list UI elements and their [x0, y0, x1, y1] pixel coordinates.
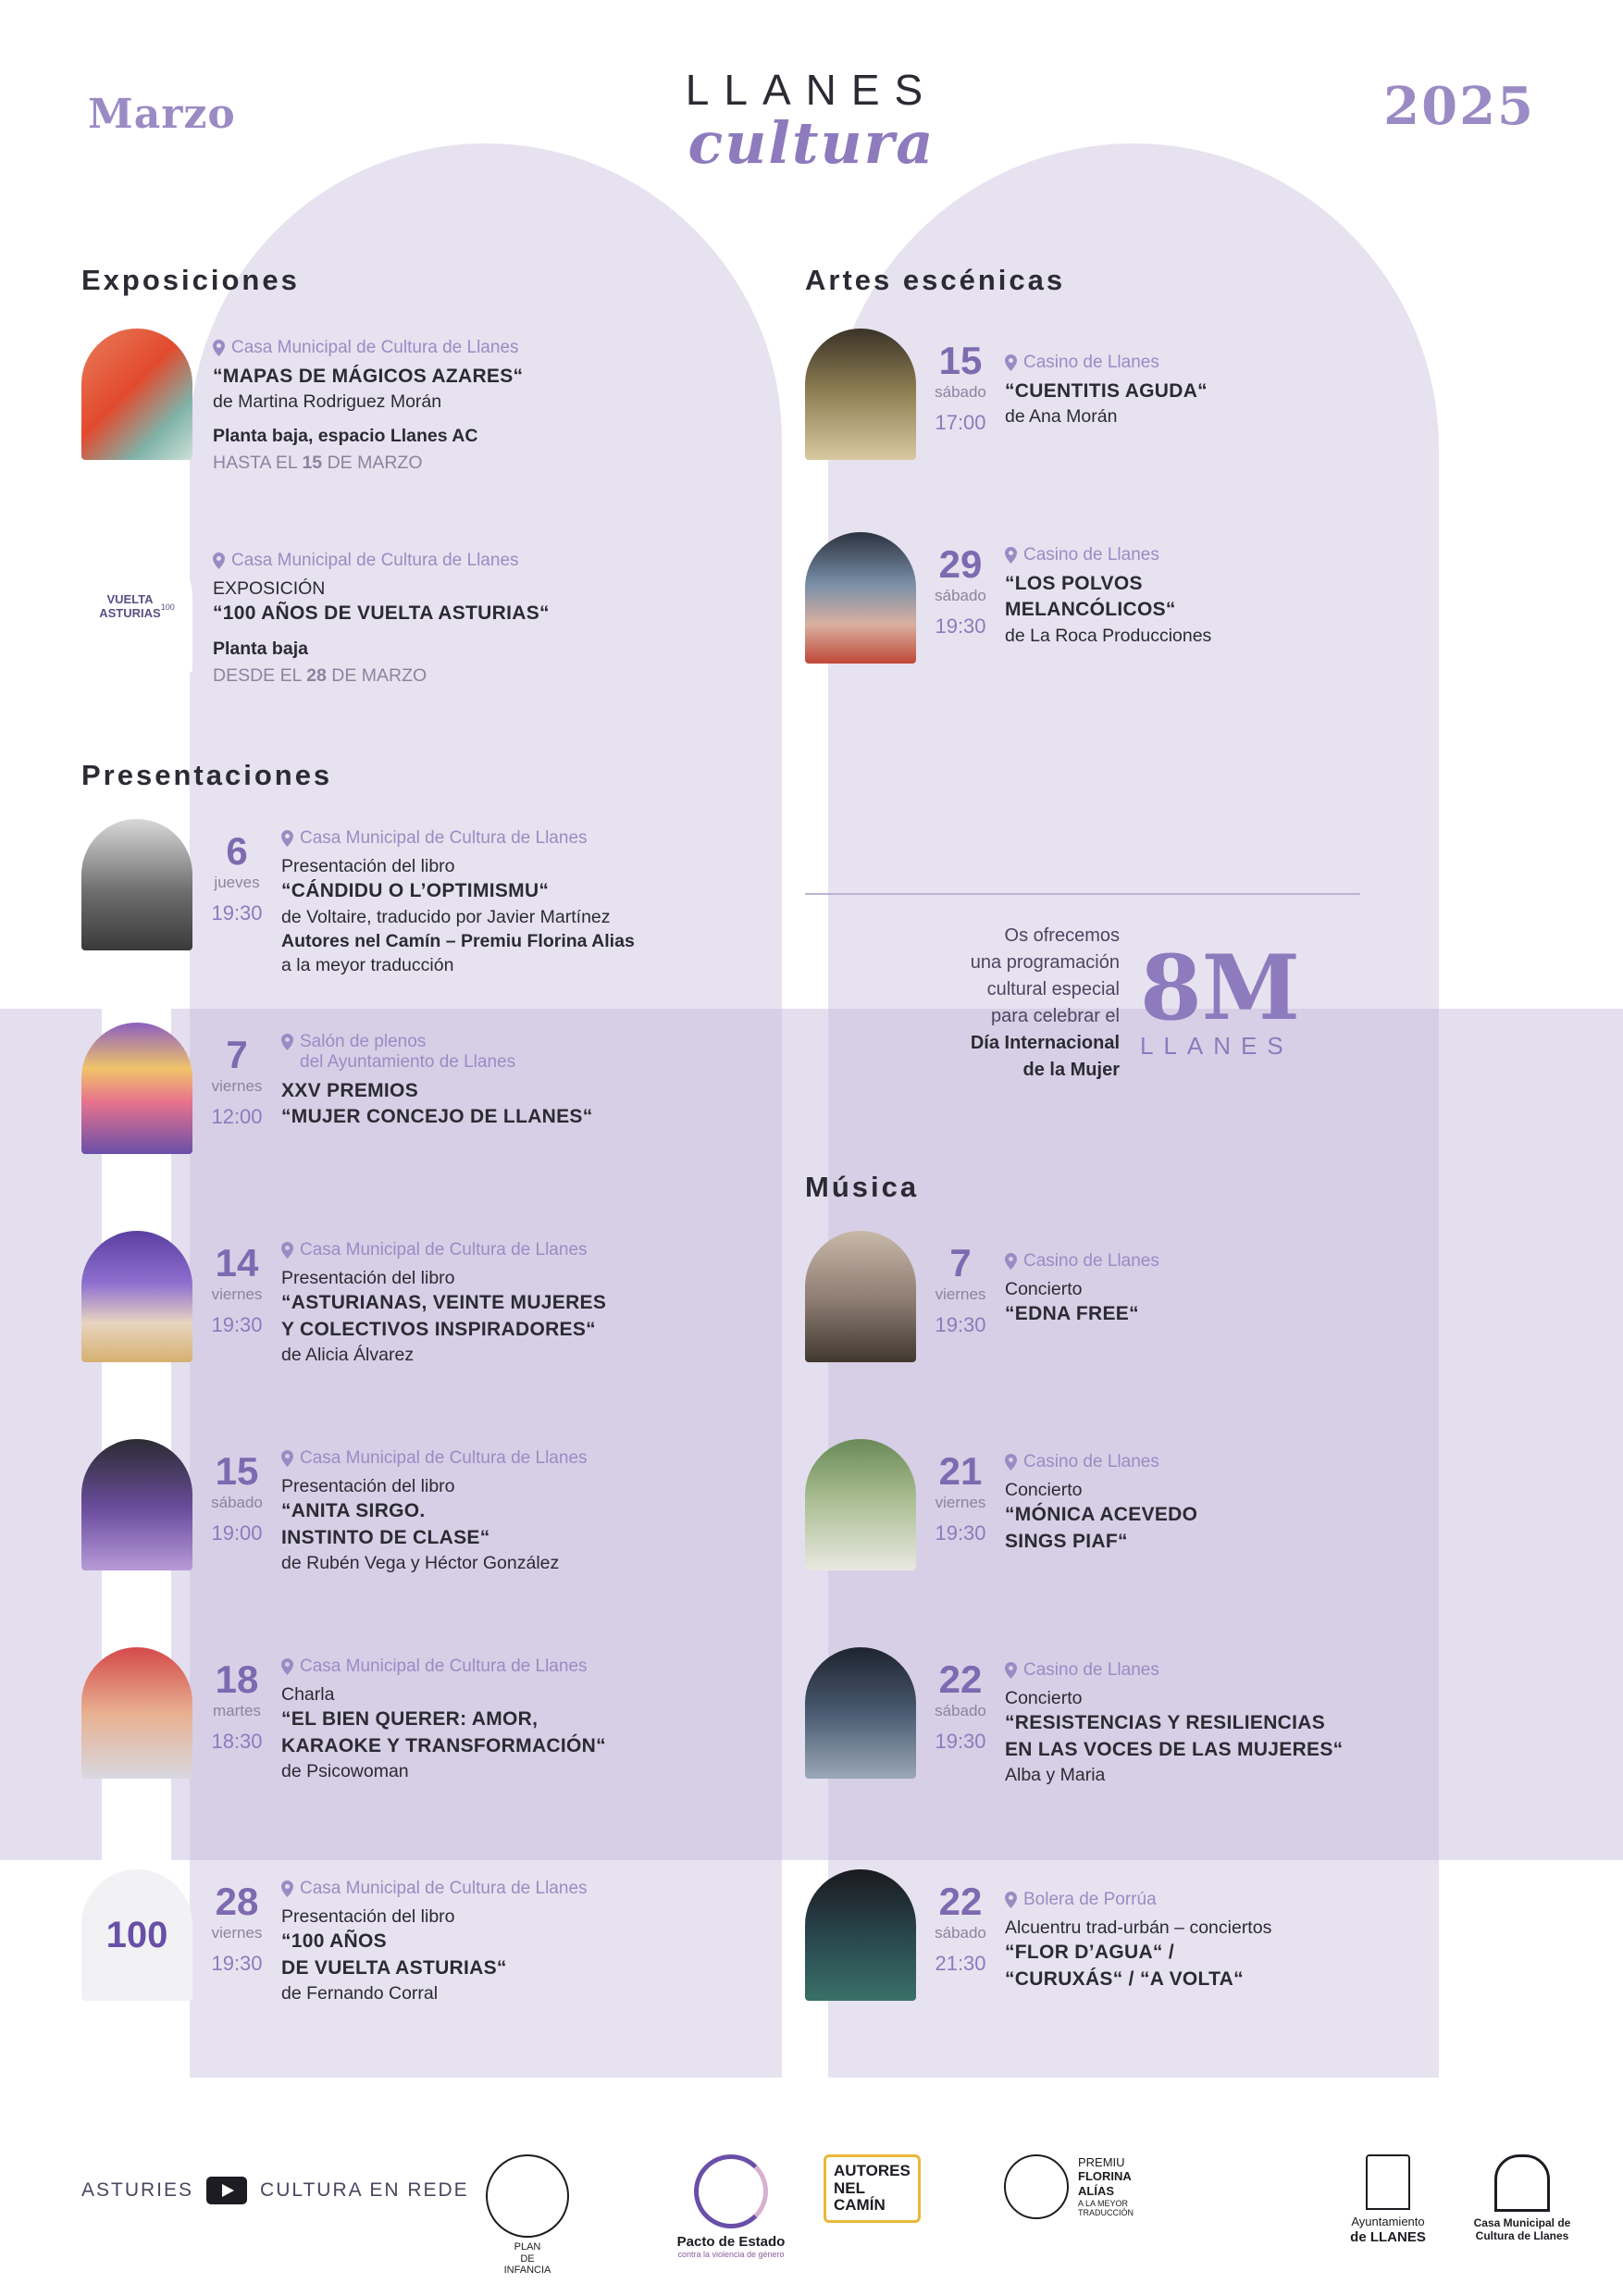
- venue-label: Casa Municipal de Cultura de Llanes: [300, 828, 588, 848]
- location-pin-icon: [281, 1034, 293, 1050]
- brand-cultura: cultura: [688, 109, 935, 177]
- thumbnail-image: [805, 1869, 916, 2001]
- event-title: “RESISTENCIAS Y RESILIENCIAS: [1005, 1712, 1326, 1734]
- event-line-4: Autores nel Camín – Premiu Florina Alias: [281, 930, 635, 951]
- date-time: 12:00: [211, 1105, 263, 1128]
- logo-plan-de-infancia: [472, 2154, 583, 2277]
- 8m-line-4: para celebrar el: [991, 1006, 1120, 1026]
- event-title-2: KARAOKE Y TRANSFORMACIÓN“: [281, 1734, 606, 1756]
- event-title: “ASTURIANAS, VEINTE MUJERES: [281, 1292, 607, 1314]
- musica-item: [805, 1869, 1453, 2001]
- event-date: [192, 819, 281, 978]
- event-author: de Psicowoman: [281, 1761, 409, 1781]
- event-date: [192, 1647, 281, 1783]
- event-line-1: Presentación del libro: [281, 1268, 455, 1288]
- event-location: Planta baja: [213, 638, 308, 659]
- 8m-line-2: una programación: [970, 952, 1120, 973]
- thumbnail-image: [81, 1439, 192, 1570]
- header-brand: [0, 65, 1623, 177]
- logo-line-1: PLAN: [514, 2241, 541, 2253]
- thumbnail-image: [81, 1231, 192, 1362]
- date-time: 19:30: [211, 1313, 263, 1336]
- footer-cultura-red-label: CULTURA EN REDE: [260, 2179, 469, 2201]
- event-dates: [213, 451, 712, 475]
- presentacion-item: [81, 1869, 785, 2005]
- event-line-1: Presentación del libro: [281, 1906, 455, 1927]
- event-venue: [1005, 1660, 1449, 1681]
- event-venue: [281, 828, 762, 849]
- brand-llanes: LLANES: [685, 66, 938, 114]
- footer-asturies: [81, 2177, 469, 2204]
- date-day: 7: [949, 1241, 972, 1285]
- event-venue: [281, 1032, 762, 1052]
- 8m-block: [805, 893, 1397, 1084]
- event-thumbnail: [81, 329, 192, 460]
- date-time: 19:30: [935, 1730, 986, 1753]
- section-title-musica: Música: [805, 1171, 920, 1203]
- thumbnail-image: [81, 1647, 192, 1779]
- logo-line-4: A LA MEYOR: [1078, 2198, 1129, 2208]
- 8m-text: [805, 923, 1120, 1084]
- event-title: XXV PREMIOS: [281, 1080, 419, 1101]
- event-line-1: Presentación del libro: [281, 1476, 455, 1496]
- date-weekday: sábado: [935, 383, 986, 401]
- location-pin-icon: [281, 830, 293, 847]
- event-title: “100 AÑOS: [281, 1930, 387, 1953]
- date-day: 14: [215, 1241, 259, 1285]
- event-date: [916, 1647, 1005, 1787]
- event-thumbnail: [805, 532, 916, 664]
- logo-line-2: DE: [520, 2253, 535, 2265]
- thumbnail-image: [81, 329, 192, 460]
- logo-casa-municipal-de-cultura: [1453, 2154, 1592, 2243]
- artes-item: [805, 329, 1453, 460]
- event-date: [192, 1439, 281, 1575]
- date-time: 18:30: [211, 1730, 263, 1753]
- date-time: 19:00: [211, 1521, 263, 1545]
- date-weekday: viernes: [935, 1494, 986, 1511]
- date-weekday: sábado: [935, 587, 986, 604]
- logo-line-3: CAMÍN: [834, 2196, 886, 2215]
- section-title-presentaciones: Presentaciones: [81, 759, 333, 791]
- date-time: 17:00: [935, 411, 986, 434]
- presentacion-item: [81, 1647, 785, 1783]
- location-pin-icon: [1005, 1892, 1017, 1908]
- logo-premiu-florina-alias: [1004, 2154, 1198, 2219]
- 8m-logo: [1140, 935, 1301, 1061]
- event-title-2: DE VUELTA ASTURIAS“: [281, 1956, 507, 1979]
- header-month: Marzo: [88, 91, 236, 138]
- event-title: “EL BIEN QUERER: AMOR,: [281, 1708, 539, 1731]
- logo-line-3: ALÍAS: [1078, 2184, 1114, 2198]
- thumbnail-image: [805, 1439, 916, 1570]
- event-thumbnail: [81, 1869, 192, 2001]
- event-thumbnail: [81, 1439, 192, 1570]
- event-title: “CÁNDIDU O L’OPTIMISMU“: [281, 880, 550, 902]
- location-pin-icon: [1005, 354, 1017, 371]
- event-title-2: “CURUXÁS“ / “A VOLTA“: [1005, 1967, 1244, 1990]
- location-pin-icon: [213, 552, 225, 569]
- date-time: 21:30: [935, 1952, 986, 1975]
- thumbnail-image: [805, 329, 916, 460]
- thumbnail-logo-vuelta-asturias: VUELTA ASTURIAS 100: [81, 541, 192, 673]
- venue-label: Casino de Llanes: [1023, 545, 1159, 565]
- event-date: [192, 1231, 281, 1367]
- 8m-line-1: Os ofrecemos: [1004, 925, 1120, 946]
- event-title-2: MELANCÓLICOS“: [1005, 599, 1176, 621]
- dates-strong: 15: [302, 452, 323, 473]
- 8m-sub-label: LLANES: [1140, 1032, 1294, 1061]
- event-venue: [281, 1448, 762, 1469]
- date-day: 28: [215, 1880, 259, 1923]
- footer: [0, 2119, 1623, 2295]
- location-pin-icon: [213, 340, 225, 356]
- date-weekday: sábado: [211, 1494, 263, 1511]
- event-title-2: SINGS PIAF“: [1005, 1530, 1128, 1552]
- location-pin-icon: [1005, 1253, 1017, 1270]
- venue-label: Salón de plenos: [300, 1032, 427, 1051]
- event-title: “ANITA SIRGO.: [281, 1500, 426, 1522]
- venue-label: Casa Municipal de Cultura de Llanes: [300, 1448, 588, 1468]
- event-venue: [281, 1657, 762, 1677]
- venue-label: Casino de Llanes: [1023, 1251, 1159, 1271]
- 8m-big-label: 8M: [1140, 935, 1301, 1040]
- section-title-exposiciones: Exposiciones: [81, 264, 300, 296]
- event-thumbnail: [81, 1647, 192, 1779]
- logo-line-3: INFANCIA: [503, 2265, 551, 2277]
- logo-line-2: de LLANES: [1350, 2228, 1426, 2245]
- venue-label: Casino de Llanes: [1023, 353, 1159, 372]
- event-thumbnail: [81, 819, 192, 950]
- event-date: [916, 329, 1005, 460]
- event-line-1: Alcuentru trad-urbán – conciertos: [1005, 1917, 1272, 1938]
- event-venue: [1005, 353, 1431, 373]
- event-title-2: EN LAS VOCES DE LAS MUJERES“: [1005, 1738, 1344, 1760]
- date-weekday: viernes: [935, 1285, 986, 1303]
- date-day: 15: [938, 339, 983, 382]
- event-date: [916, 532, 1005, 664]
- 8m-line-6: de la Mujer: [1022, 1060, 1120, 1080]
- event-title: “CUENTITIS AGUDA“: [1005, 380, 1208, 402]
- artes-item: [805, 532, 1453, 664]
- play-icon: [206, 2177, 247, 2204]
- logo-line-1: Ayuntamiento: [1351, 2215, 1425, 2228]
- date-day: 7: [226, 1033, 248, 1076]
- event-thumbnail: [81, 1023, 192, 1154]
- logo-line-1: AUTORES: [834, 2162, 911, 2179]
- event-date: [916, 1869, 1005, 2001]
- presentacion-item: [81, 819, 785, 978]
- event-title: “FLOR D’AGUA“ /: [1005, 1942, 1174, 1964]
- event-author: de Fernando Corral: [281, 1983, 439, 2004]
- event-line-1: Concierto: [1005, 1688, 1083, 1708]
- event-author: Alba y Maria: [1005, 1765, 1106, 1785]
- date-day: 18: [215, 1657, 259, 1701]
- date-day: 6: [226, 829, 248, 873]
- thumbnail-image: [81, 819, 192, 950]
- event-title: “MÓNICA ACEVEDO: [1005, 1504, 1198, 1526]
- location-pin-icon: [1005, 1454, 1017, 1471]
- event-line-1: Presentación del libro: [281, 856, 455, 876]
- date-weekday: martes: [213, 1702, 261, 1719]
- date-day: 29: [938, 542, 983, 586]
- logo-line-2: Cultura de Llanes: [1475, 2228, 1569, 2242]
- event-thumbnail: [805, 329, 916, 460]
- venue-label: Casino de Llanes: [1023, 1660, 1159, 1680]
- logo-pacto-de-estado: [648, 2154, 814, 2260]
- event-venue: [281, 1240, 762, 1260]
- event-thumbnail: [805, 1439, 916, 1570]
- event-date: [916, 1231, 1005, 1362]
- event-title: “LOS POLVOS: [1005, 573, 1143, 594]
- logo-line-1: Casa Municipal de: [1473, 2216, 1571, 2229]
- venue-label: Casa Municipal de Cultura de Llanes: [300, 1240, 588, 1260]
- event-venue: [1005, 1251, 1431, 1272]
- event-thumbnail: [805, 1647, 916, 1779]
- event-thumbnail: [81, 541, 192, 673]
- event-venue: [213, 338, 712, 358]
- logo-line-2: contra la violencia de género: [677, 2250, 785, 2260]
- date-weekday: sábado: [935, 1702, 986, 1719]
- event-venue: [1005, 1890, 1449, 1910]
- presentacion-item: [81, 1439, 785, 1575]
- dates-strong: 28: [306, 664, 327, 686]
- event-venue: [1005, 545, 1431, 565]
- date-day: 22: [938, 1880, 983, 1923]
- date-weekday: jueves: [214, 874, 260, 891]
- date-time: 19:30: [935, 1521, 986, 1545]
- date-day: 21: [938, 1449, 983, 1493]
- dates-post: DE MARZO: [322, 452, 423, 473]
- venue-label: Casa Municipal de Cultura de Llanes: [300, 1879, 588, 1898]
- event-author: de La Roca Producciones: [1005, 625, 1212, 646]
- event-line-1: Concierto: [1005, 1480, 1083, 1500]
- event-title-2: INSTINTO DE CLASE“: [281, 1526, 490, 1548]
- event-title-2: Y COLECTIVOS INSPIRADORES“: [281, 1318, 596, 1340]
- presentacion-item: [81, 1231, 785, 1367]
- event-venue: [213, 551, 712, 571]
- venue-label: Bolera de Porrúa: [1023, 1890, 1157, 1909]
- venue-label: Casa Municipal de Cultura de Llanes: [231, 338, 519, 357]
- venue-label: Casa Municipal de Cultura de Llanes: [231, 551, 519, 570]
- exposicion-item: [81, 541, 729, 688]
- divider: [805, 893, 1360, 895]
- event-dates: [213, 664, 712, 688]
- event-line-1: Concierto: [1005, 1279, 1083, 1299]
- musica-item: [805, 1231, 1453, 1362]
- event-author: de Rubén Vega y Héctor González: [281, 1553, 560, 1573]
- logo-line-2: FLORINA: [1078, 2169, 1132, 2184]
- logo-autores-nel-camin: [824, 2154, 962, 2223]
- date-weekday: viernes: [211, 1285, 263, 1303]
- event-thumbnail: [805, 1869, 916, 2001]
- date-day: 22: [938, 1657, 983, 1701]
- thumbnail-image: [805, 532, 916, 664]
- musica-item: [805, 1439, 1453, 1570]
- event-venue-line2: del Ayuntamiento de Llanes: [300, 1052, 516, 1072]
- event-location: Planta baja, espacio Llanes AC: [213, 425, 478, 446]
- event-thumbnail: [805, 1231, 916, 1362]
- event-author: de Ana Morán: [1005, 406, 1118, 428]
- date-weekday: viernes: [211, 1077, 263, 1095]
- location-pin-icon: [281, 1880, 293, 1897]
- date-day: 15: [215, 1449, 259, 1493]
- logo-line-1: Pacto de Estado: [676, 2234, 786, 2250]
- musica-item: [805, 1647, 1453, 1787]
- logo-line-1: PREMIU: [1078, 2154, 1125, 2169]
- dates-pre: HASTA EL: [213, 452, 303, 473]
- location-pin-icon: [281, 1658, 293, 1675]
- footer-asturies-label: ASTURIES: [81, 2179, 194, 2201]
- event-date: [192, 1023, 281, 1154]
- event-title: “MAPAS DE MÁGICOS AZARES“: [213, 366, 524, 387]
- event-line-1: Charla: [281, 1684, 335, 1705]
- event-line-5: a la meyor traducción: [281, 955, 454, 976]
- thumbnail-image: [805, 1647, 916, 1779]
- date-time: 19:30: [935, 1313, 986, 1336]
- header-year: 2025: [1383, 76, 1535, 137]
- event-subtitle: EXPOSICIÓN: [213, 578, 326, 599]
- event-author: de Martina Rodriguez Morán: [213, 391, 442, 413]
- location-pin-icon: [1005, 547, 1017, 564]
- event-thumbnail: [81, 1231, 192, 1362]
- event-date: [916, 1439, 1005, 1570]
- date-weekday: sábado: [935, 1924, 986, 1942]
- thumbnail-logo-100: 100: [81, 1869, 192, 2001]
- event-title-2: “MUJER CONCEJO DE LLANES“: [281, 1106, 593, 1128]
- event-line-3: de Voltaire, traducido por Javier Martínez: [281, 906, 611, 927]
- venue-label: Casino de Llanes: [1023, 1452, 1159, 1471]
- thumbnail-image: [805, 1231, 916, 1362]
- date-weekday: viernes: [211, 1924, 263, 1942]
- logo-line-2: NEL: [834, 2178, 865, 2197]
- event-venue: [281, 1879, 762, 1899]
- thumbnail-image: [81, 1023, 192, 1154]
- event-title: “EDNA FREE“: [1005, 1303, 1139, 1325]
- 8m-line-3: cultural especial: [986, 979, 1120, 999]
- venue-label: Casa Municipal de Cultura de Llanes: [300, 1657, 588, 1676]
- event-date: [192, 1869, 281, 2005]
- event-author: de Alicia Álvarez: [281, 1345, 415, 1365]
- date-time: 19:30: [211, 901, 263, 925]
- event-title: “100 AÑOS DE VUELTA ASTURIAS“: [213, 602, 550, 625]
- event-venue: [1005, 1452, 1431, 1472]
- dates-pre: DESDE EL: [213, 664, 307, 686]
- location-pin-icon: [1005, 1662, 1017, 1679]
- dates-post: DE MARZO: [326, 664, 427, 686]
- section-title-artes-escenicas: Artes escénicas: [805, 264, 1066, 296]
- location-pin-icon: [281, 1450, 293, 1467]
- date-time: 19:30: [935, 614, 986, 638]
- presentacion-item: [81, 1023, 785, 1154]
- logo-line-5: TRADUCCIÓN: [1078, 2208, 1134, 2218]
- logo-ayuntamiento-de-llanes: [1323, 2154, 1453, 2245]
- date-time: 19:30: [211, 1952, 263, 1975]
- 8m-line-5: Día Internacional: [970, 1033, 1120, 1053]
- exposicion-item: [81, 329, 729, 475]
- location-pin-icon: [281, 1242, 293, 1259]
